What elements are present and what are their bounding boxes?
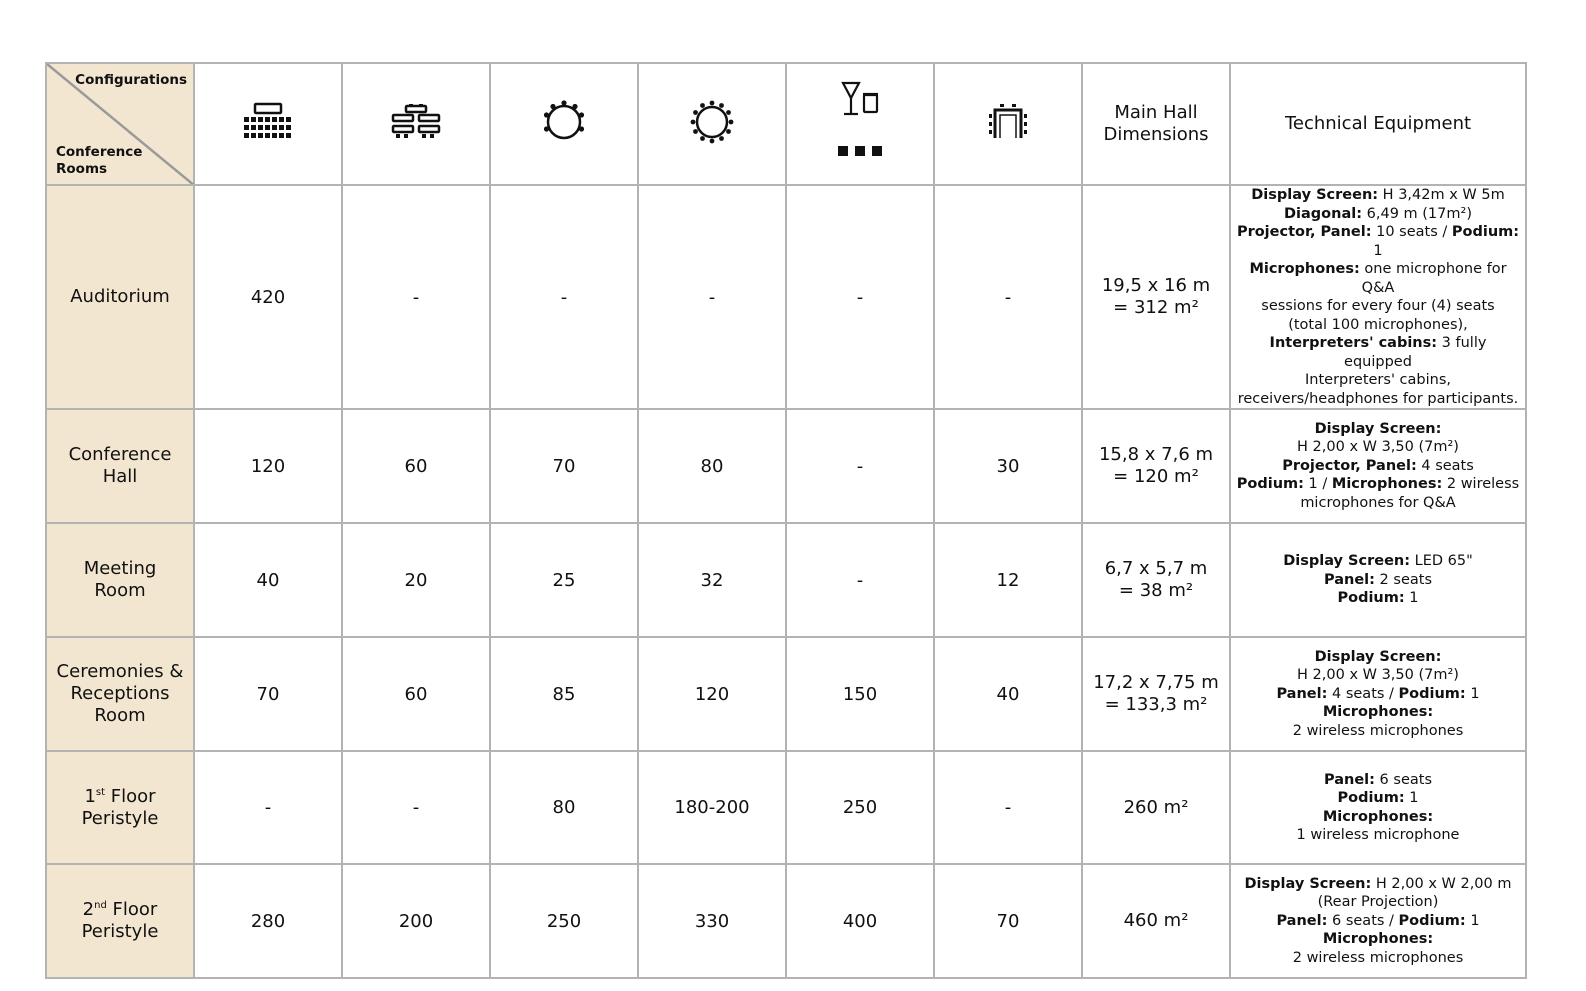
capacity-cell: - [934,751,1082,864]
equipment-cell [1230,409,1526,523]
capacity-cell: 250 [490,864,638,978]
room-name-cell [46,751,194,864]
equipment-line [1235,371,1521,390]
conference-rooms-label: Conference Rooms [56,144,143,177]
equipment-line [1235,297,1521,316]
equipment-value: 6 seats / [1327,912,1399,929]
capacity-cell: 25 [490,523,638,637]
equipment-label: Podium: [1337,590,1405,607]
room-name-cell [46,185,194,409]
room-name-cell [46,864,194,978]
equipment-value: H 2,00 x W 2,00 m [1371,875,1512,892]
capacity-cell: 40 [194,523,342,637]
equipment-cell [1230,637,1526,751]
equipment-value: 1 [1404,590,1419,607]
capacity-cell: 80 [638,409,786,523]
equipment-line [1235,186,1521,205]
equipment-line [1235,789,1521,808]
corner-header-cell [46,63,194,185]
dimensions-line2: = 120 m² [1113,466,1199,487]
equipment-label: Podium: [1451,224,1520,240]
equipment-value: one microphone for Q&A [1359,261,1507,296]
equipment-line [1235,316,1521,335]
dimensions-line1: 6,7 x 5,7 m [1104,558,1208,579]
dimensions-cell [1082,409,1230,523]
capacity-cell: - [342,185,490,409]
table-row [46,523,1526,637]
equipment-value: 6,49 m (17m²) [1362,205,1472,222]
equipment-line [1235,552,1521,571]
conference-rooms-table [45,62,1527,979]
room-ordinal: 1 [84,785,96,807]
equipment-value: H 2,00 x W 3,50 (7m²) [1297,439,1459,456]
room-ordinal-suffix: st [95,786,106,798]
room-name-word: Floor [110,785,156,807]
equipment-value: 1 / [1303,476,1332,493]
equipment-cell [1230,751,1526,864]
capacity-cell: 60 [342,409,490,523]
equipment-value: 1 [1465,685,1480,702]
table-row [46,864,1526,978]
capacity-cell: 420 [194,185,342,409]
capacity-cell: 70 [490,409,638,523]
banquet-round-table-icon [541,99,587,145]
equipment-value: (total 100 microphones), [1288,316,1468,333]
room-name-line1: Auditorium [70,286,170,307]
equipment-cell [1230,864,1526,978]
capacity-cell: - [194,751,342,864]
dimensions-line2: = 133,3 m² [1104,694,1208,715]
equipment-line [1235,475,1521,494]
room-ordinal: 2 [82,899,95,920]
equipment-label: Microphones: [1249,261,1360,277]
equipment-line [1235,420,1521,439]
equipment-text [1231,420,1525,513]
dimensions-cell [1082,185,1230,409]
equipment-line [1235,771,1521,790]
equipment-text [1231,552,1525,608]
room-name-line1: Conference [68,444,172,465]
capacity-cell: 400 [786,864,934,978]
equipment-line [1235,334,1521,371]
equipment-value: receivers/headphones for participants. [1237,390,1519,407]
equipment-label: Display Screen: [1244,875,1372,892]
capacity-cell: 120 [194,409,342,523]
dimensions-cell [1082,864,1230,978]
room-name-line2: Peristyle [81,921,159,942]
capacity-cell: - [342,751,490,864]
equipment-value: H 3,42m x W 5m [1378,187,1505,203]
dimensions-cell [1082,523,1230,637]
capacity-cell: 120 [638,637,786,751]
capacity-cell: 330 [638,864,786,978]
capacity-cell: 20 [342,523,490,637]
equipment-label: Display Screen: [1251,187,1379,203]
capacity-cell: 200 [342,864,490,978]
equipment-line [1235,826,1521,845]
equipment-label: Microphones: [1322,704,1434,721]
equipment-line [1235,205,1521,224]
config-header-cabaret [638,63,786,185]
equipment-text [1231,875,1525,968]
room-name-line1 [47,786,193,808]
equipment-line [1235,949,1521,968]
classroom-seating-icon [391,104,441,140]
equipment-line [1235,666,1521,685]
equipment-label: Display Screen: [1314,648,1442,665]
table-row [46,751,1526,864]
capacity-cell: 85 [490,637,638,751]
equipment-value: 3 fully equipped [1344,335,1487,370]
equipment-line [1235,703,1521,722]
main-hall-dimensions-header: Main Hall Dimensions [1082,63,1230,185]
equipment-label: Projector, Panel: [1282,457,1417,474]
equipment-value: H 2,00 x W 3,50 (7m²) [1297,667,1459,684]
equipment-value: 2 wireless microphones [1292,949,1464,966]
capacity-cell: 30 [934,409,1082,523]
config-header-classroom [342,63,490,185]
equipment-label: Projector, Panel: [1236,224,1372,240]
room-name-cell [46,523,194,637]
equipment-line [1235,722,1521,741]
dimensions-line2: = 312 m² [1113,297,1199,318]
dimensions-line2: = 38 m² [1118,580,1194,601]
equipment-text [1231,648,1525,741]
table-row [46,637,1526,751]
equipment-value: 1 [1404,790,1419,806]
dimensions-line1: 260 m² [1123,796,1189,818]
equipment-value: (Rear Projection) [1317,894,1439,911]
equipment-value: 1 [1465,912,1480,929]
cabaret-round-table-icon [689,99,735,145]
equipment-label: Panel: [1324,571,1375,588]
equipment-label: Podium: [1398,685,1466,702]
equipment-label: Panel: [1276,685,1328,702]
equipment-label: Microphones: [1331,476,1443,493]
capacity-cell: 60 [342,637,490,751]
capacity-cell: - [490,185,638,409]
equipment-line [1235,930,1521,949]
room-name-cell [46,409,194,523]
equipment-line [1235,589,1521,608]
equipment-value: 10 seats / [1371,224,1452,240]
config-header-banquet [490,63,638,185]
room-name-word: Floor [112,899,158,920]
equipment-line [1235,893,1521,912]
dimensions-cell [1082,751,1230,864]
table-row [46,409,1526,523]
equipment-cell [1230,185,1526,409]
equipment-label: Diagonal: [1284,205,1363,222]
equipment-label: Podium: [1337,790,1405,806]
room-name-line2: Receptions [70,683,170,704]
equipment-line [1235,875,1521,894]
config-header-cocktail [786,63,934,185]
header-row [46,63,1526,185]
dimensions-cell [1082,637,1230,751]
equipment-line [1235,571,1521,590]
equipment-line [1235,260,1521,297]
room-name-line1 [47,899,193,921]
capacity-cell: - [934,185,1082,409]
equipment-text [1231,186,1525,408]
table-row [46,185,1526,409]
equipment-label: Panel: [1324,771,1375,788]
capacity-cell: 150 [786,637,934,751]
capacity-cell: 70 [194,637,342,751]
room-name-cell [46,637,194,751]
configurations-label: Configurations [75,72,187,88]
equipment-line [1235,912,1521,931]
equipment-label: Display Screen: [1283,553,1411,570]
room-ordinal-suffix: nd [94,900,107,911]
config-header-theatre [194,63,342,185]
room-name-line2: Hall [102,466,138,487]
capacity-cell: 280 [194,864,342,978]
equipment-value: 2 wireless microphones [1292,722,1464,739]
equipment-value: Interpreters' cabins, [1305,372,1451,388]
equipment-value: 4 seats / [1327,685,1399,702]
technical-equipment-header: Technical Equipment [1230,63,1526,185]
config-header-u-shape [934,63,1082,185]
equipment-line [1235,457,1521,476]
equipment-label: Podium: [1236,476,1304,493]
equipment-label: Podium: [1398,912,1466,929]
capacity-cell: - [786,523,934,637]
theatre-seating-icon [241,102,295,142]
capacity-cell: 250 [786,751,934,864]
equipment-value: sessions for every four (4) seats [1261,298,1495,314]
equipment-label: Microphones: [1322,931,1434,948]
dimensions-line1: 17,2 x 7,75 m [1093,672,1219,693]
equipment-label: Interpreters' cabins: [1269,335,1438,351]
room-name-line1: Meeting [83,558,157,579]
equipment-label: Display Screen: [1314,420,1442,437]
equipment-text [1231,771,1525,845]
dimensions-line1: 15,8 x 7,6 m [1098,444,1214,465]
equipment-line [1235,223,1521,260]
capacity-cell: - [786,409,934,523]
capacity-cell: - [638,185,786,409]
equipment-value: 4 seats [1416,457,1474,474]
equipment-cell [1230,523,1526,637]
equipment-value: 1 [1373,242,1383,259]
equipment-line [1235,438,1521,457]
equipment-line [1235,685,1521,704]
capacity-cell: 32 [638,523,786,637]
equipment-value: 2 seats [1374,571,1432,588]
dimensions-line1: 460 m² [1123,910,1189,931]
capacity-cell: 70 [934,864,1082,978]
capacity-cell: 40 [934,637,1082,751]
equipment-value: 1 wireless microphone [1296,827,1460,843]
equipment-line [1235,648,1521,667]
equipment-value: 6 seats [1374,771,1432,788]
u-shape-table-icon [987,102,1029,142]
capacity-cell: - [786,185,934,409]
room-name-line2: Room [94,580,146,601]
equipment-label: Microphones: [1322,808,1434,825]
capacity-cell: 180-200 [638,751,786,864]
capacity-cell: 80 [490,751,638,864]
room-name-line1: Ceremonies & [56,661,184,682]
equipment-value: microphones for Q&A [1300,494,1456,511]
capacity-cell: 12 [934,523,1082,637]
dimensions-line1: 19,5 x 16 m [1101,275,1211,296]
cocktail-reception-icon [830,80,890,164]
equipment-value: LED 65" [1410,553,1473,570]
equipment-value: 2 wireless [1442,476,1520,493]
equipment-line [1235,390,1521,409]
equipment-line [1235,808,1521,827]
room-name-line2: Peristyle [81,807,159,829]
equipment-line [1235,494,1521,513]
room-name-line3: Room [94,705,146,726]
equipment-label: Panel: [1276,912,1328,929]
